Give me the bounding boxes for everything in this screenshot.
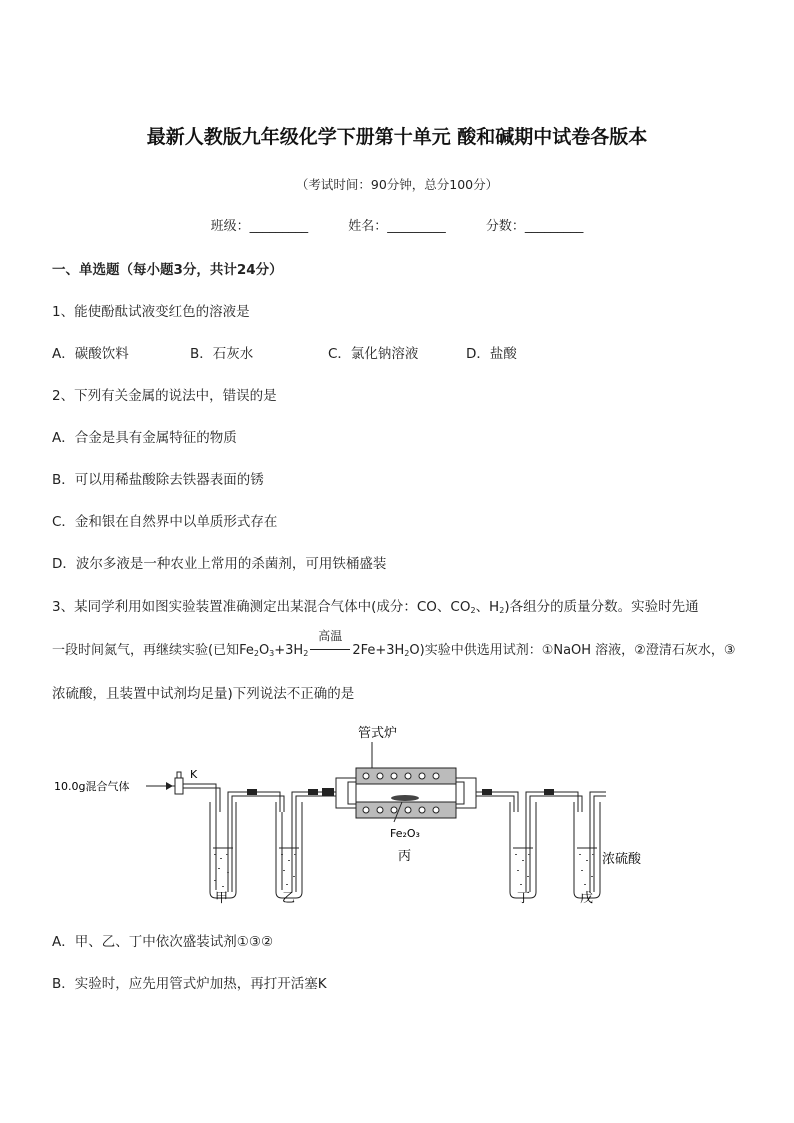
- exam-info: （考试时间：90分钟，总分100分）: [295, 177, 499, 192]
- q1-option-b[interactable]: B．石灰水: [190, 346, 254, 362]
- question-3-stem-line3: 浓硫酸，且装置中试剂均足量)下列说法不正确的是: [52, 686, 355, 702]
- bottle-yi: [276, 802, 302, 898]
- q3-option-a[interactable]: A．甲、乙、丁中依次盛装试剂①③②: [52, 934, 274, 950]
- q1-option-a[interactable]: A．碳酸饮料: [52, 346, 129, 362]
- bottle-ding: [510, 802, 536, 898]
- class-field[interactable]: 班级：_________: [210, 219, 309, 234]
- bottle-wu: [574, 802, 600, 898]
- question-1-stem: 1、能使酚酞试液变红色的溶液是: [52, 304, 250, 320]
- acid-label: 浓硫酸: [602, 852, 642, 867]
- q1-option-d[interactable]: D．盐酸: [466, 346, 517, 362]
- tube-furnace: [336, 768, 476, 822]
- student-fields: [0, 215, 794, 234]
- q2-option-d[interactable]: D．波尔多液是一种农业上常用的杀菌剂，可用铁桶盛装: [52, 556, 387, 572]
- label-wu: 戊: [580, 891, 594, 906]
- valve-k[interactable]: [171, 772, 183, 794]
- oxide-label: Fe₂O₃: [390, 827, 420, 840]
- page-title: 最新人教版九年级化学下册第十单元 酸和碱期中试卷各版本: [146, 126, 648, 148]
- label-bing: 丙: [398, 849, 412, 864]
- label-jia: 甲: [215, 891, 229, 906]
- apparatus-diagram: [50, 720, 650, 910]
- question-1-options: [52, 342, 517, 362]
- name-field[interactable]: 姓名：_________: [348, 219, 446, 234]
- q2-option-a[interactable]: A．合金是具有金属特征的物质: [52, 430, 237, 446]
- section-heading: 一、单选题（每小题3分，共计24分）: [52, 262, 283, 278]
- q2-option-c[interactable]: C．金和银在自然界中以单质形式存在: [52, 514, 278, 530]
- q1-option-c[interactable]: C．氯化钠溶液: [328, 346, 419, 362]
- gas-inlet-label: 10.0g混合气体: [54, 780, 130, 793]
- q3-option-b[interactable]: B．实验时，应先用管式炉加热，再打开活塞K: [52, 976, 327, 992]
- valve-label: K: [190, 768, 198, 781]
- score-field[interactable]: 分数：_________: [485, 219, 584, 234]
- furnace-label: 管式炉: [358, 726, 398, 741]
- question-3-stem-line2: 一段时间氮气，再继续实验(已知$Fe_2O_3+3H_2$ 高温 $2Fe+3H_2O$)实验中供选用试剂：①NaOH 溶液，②澄清石灰水，③: [52, 629, 736, 658]
- q2-option-b[interactable]: B．可以用稀盐酸除去铁器表面的锈: [52, 472, 264, 488]
- question-3-stem-line1: 3、某同学利用如图实验装置准确测定出某混合气体中(成分：CO、$CO_2$、$H_2$)各组分的质量分数。实验时先通: [52, 599, 699, 615]
- question-2-stem: 2、下列有关金属的说法中，错误的是: [52, 388, 277, 404]
- reaction-condition: 高温: [310, 643, 350, 658]
- label-yi: 乙: [282, 891, 296, 906]
- label-ding: 丁: [517, 891, 531, 906]
